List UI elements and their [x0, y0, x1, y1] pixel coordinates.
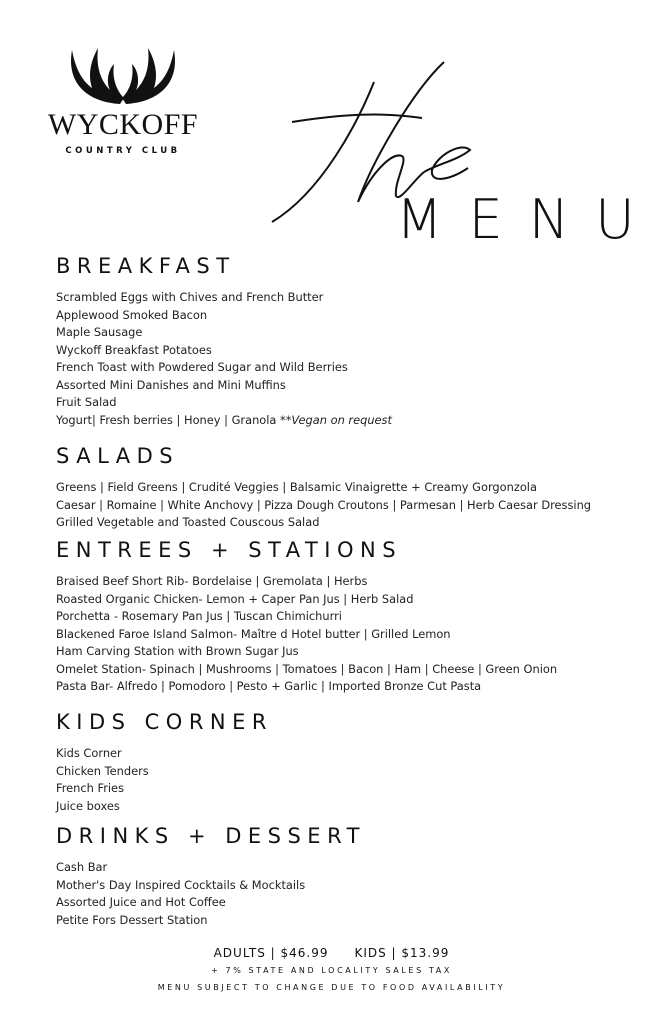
- menu-item: French Fries: [56, 781, 124, 795]
- menu-item: Assorted Mini Danishes and Mini Muffins: [56, 377, 286, 392]
- menu-item: Cash Bar: [56, 860, 108, 874]
- section-entrees: [56, 537, 646, 696]
- menu-item: Caesar | Romaine | White Anchovy | Pizza Dough Croutons | Parmesan | Herb Caesar Dressing: [56, 497, 592, 512]
- brand-subtitle: COUNTRY CLUB: [65, 146, 181, 156]
- menu-item: Omelet Station- Spinach | Mushrooms | Tomatoes | Bacon | Ham | Cheese | Green Onion: [56, 661, 558, 676]
- antlers-icon: [58, 42, 188, 108]
- menu-item: Assorted Juice and Hot Coffee: [56, 895, 226, 909]
- kids-price: KIDS | $13.99: [354, 946, 450, 960]
- menu-item: French Toast with Powdered Sugar and Wild Berries: [56, 360, 348, 374]
- availability-note: MENU SUBJECT TO CHANGE DUE TO FOOD AVAILABILITY: [157, 983, 506, 992]
- section-title-salads: SALADS: [56, 444, 180, 468]
- menu-item: Maple Sausage: [56, 325, 143, 339]
- menu-item: Roasted Organic Chicken- Lemon + Caper Pan Jus | Herb Salad: [56, 591, 414, 606]
- menu-item: Fruit Salad: [56, 395, 117, 409]
- section-title-kids: KIDS CORNER: [56, 710, 273, 734]
- menu-item: Wyckoff Breakfast Potatoes: [56, 342, 212, 357]
- adults-price: ADULTS | $46.99: [213, 946, 329, 960]
- menu-item: Petite Fors Dessert Station: [56, 912, 208, 927]
- menu-item: Braised Beef Short Rib- Bordelaise | Gremolata | Herbs: [56, 574, 368, 588]
- section-title-entrees: ENTREES + STATIONS: [56, 538, 403, 562]
- section-title-breakfast: BREAKFAST: [56, 254, 236, 278]
- menu-item: Chicken Tenders: [56, 763, 149, 778]
- section-title-drinks: DRINKS + DESSERT: [56, 824, 366, 848]
- club-logo: [28, 42, 218, 156]
- menu-item: Applewood Smoked Bacon: [56, 307, 208, 322]
- price-line: [0, 946, 663, 960]
- menu-item: Porchetta - Rosemary Pan Jus | Tuscan Chimichurri: [56, 609, 342, 623]
- menu-title: MENU: [396, 188, 661, 251]
- section-breakfast: [56, 253, 646, 429]
- menu-item: Kids Corner: [56, 746, 122, 760]
- menu-item-text: Yogurt| Fresh berries | Honey | Granola **: [56, 412, 292, 427]
- menu-item: Juice boxes: [56, 798, 120, 813]
- menu-item: Grilled Vegetable and Toasted Couscous Salad: [56, 515, 320, 529]
- menu-item: Pasta Bar- Alfredo | Pomodoro | Pesto + Garlic | Imported Bronze Cut Pasta: [56, 679, 482, 693]
- menu-item: Scrambled Eggs with Chives and French Butter: [56, 290, 324, 304]
- section-kids: [56, 709, 646, 815]
- section-salads: [56, 443, 646, 532]
- section-drinks: [56, 823, 646, 929]
- vegan-note: Vegan on request: [291, 412, 392, 427]
- menu-item: Greens | Field Greens | Crudité Veggies | Balsamic Vinaigrette + Creamy Gorgonzola: [56, 480, 537, 494]
- menu-item: Ham Carving Station with Brown Sugar Jus: [56, 644, 299, 658]
- brand-name: WYCKOFF: [47, 108, 199, 141]
- tax-note: + 7% STATE AND LOCALITY SALES TAX: [211, 966, 452, 975]
- menu-item: Blackened Faroe Island Salmon- Maître d Hotel butter | Grilled Lemon: [56, 626, 451, 641]
- menu-item: Mother's Day Inspired Cocktails & Mocktails: [56, 877, 306, 892]
- menu-item-yogurt: [56, 412, 646, 430]
